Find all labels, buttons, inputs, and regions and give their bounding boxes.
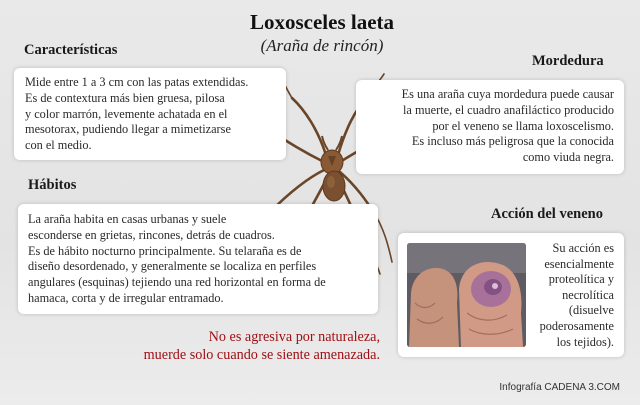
accion-heading: Acción del veneno <box>491 206 603 222</box>
mordedura-line: como viuda negra. <box>522 150 614 165</box>
caracteristicas-line: Mide entre 1 a 3 cm con las patas extendidas. <box>25 75 249 89</box>
caracteristicas-heading: Características <box>24 42 118 58</box>
caracteristicas-line: mesotorax, pudiendo llegar a mimetizarse <box>25 122 231 137</box>
page-title: Loxosceles laeta <box>249 10 395 34</box>
caracteristicas-box <box>14 68 286 160</box>
warning-note-line: muerde solo cuando se siente amenazada. <box>143 347 380 363</box>
bitten-hand-photo <box>407 243 526 347</box>
caracteristicas-line: y color marrón, levemente achatada en el <box>25 106 228 121</box>
habitos-box <box>18 204 378 314</box>
mordedura-line: Es incluso más peligrosa que la conocida <box>411 134 614 149</box>
caracteristicas-line: con el medio. <box>25 138 92 153</box>
habitos-line: hamaca, corta y de irregular entramado. <box>28 290 224 305</box>
accion-line: Su acción es <box>552 241 614 255</box>
warning-note <box>98 328 380 364</box>
habitos-heading: Hábitos <box>28 177 77 193</box>
mordedura-line: Es una araña cuya mordedura puede causar <box>401 87 614 101</box>
accion-line: los tejidos). <box>556 334 614 349</box>
warning-note-line: No es agresiva por naturaleza, <box>208 329 380 345</box>
mordedura-heading: Mordedura <box>532 53 604 69</box>
mordedura-line: por el veneno se llama loxoscelismo. <box>432 118 614 133</box>
habitos-line: esconderse en grietas, rincones, detrás de cuadros. <box>28 227 275 242</box>
accion-line: esencialmente <box>544 256 614 271</box>
habitos-line: La araña habita en casas urbanas y suele <box>28 212 227 226</box>
habitos-line: angulares (esquinas) tejiendo una red horizontal en forma de <box>28 275 326 290</box>
page-subtitle: (Araña de rincón) <box>260 36 384 55</box>
mordedura-line: la muerte, el cuadro anafiláctico producido <box>403 102 614 117</box>
credit-text: Infografía CADENA 3.COM <box>499 382 620 393</box>
accion-line: proteolítica y <box>548 272 614 287</box>
habitos-line: Es de hábito nocturno principalmente. Su telaraña es de <box>28 243 302 258</box>
habitos-line: diseño desordenado, y generalmente se localiza en perfiles <box>28 259 317 274</box>
accion-text <box>528 241 614 350</box>
caracteristicas-line: Es de contextura más bien gruesa, pilosa <box>25 90 225 105</box>
accion-box <box>398 233 624 357</box>
accion-line: (disuelve <box>568 303 614 318</box>
mordedura-box <box>356 80 624 174</box>
accion-line: poderosamente <box>539 318 614 333</box>
accion-line: necrolítica <box>562 287 614 302</box>
